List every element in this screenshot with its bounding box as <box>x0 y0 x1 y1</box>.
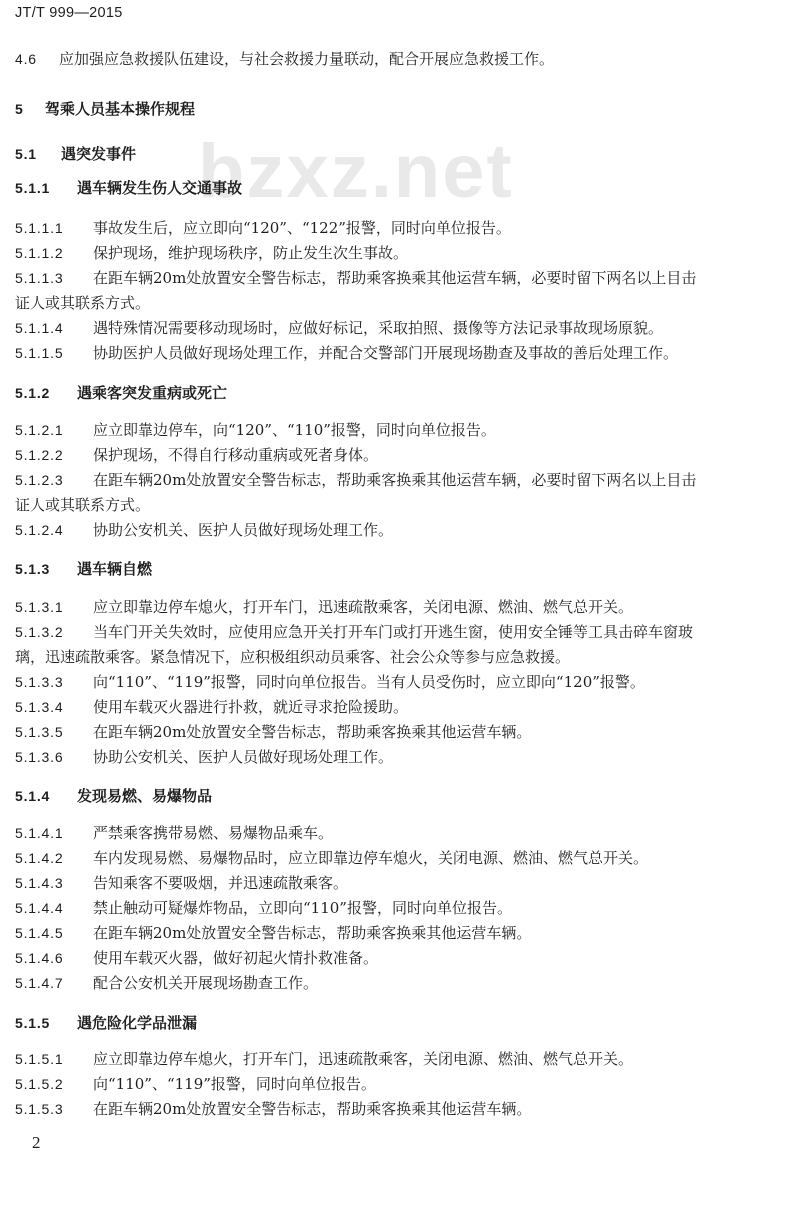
clause-number: 5.1.3.2 <box>15 624 64 640</box>
clause-text: 应立即靠边停车熄火，打开车门，迅速疏散乘客，关闭电源、燃油、燃气总开关。 <box>93 598 634 616</box>
clause-number: 5.1.3.4 <box>15 699 64 715</box>
clause-number: 5.1.1.5 <box>15 345 64 361</box>
clause-text: 配合公安机关开展现场勘查工作。 <box>93 974 319 992</box>
clause-item <box>15 1074 785 1094</box>
clause-item <box>15 697 785 717</box>
clause-text: 保护现场，维护现场秩序，防止发生次生事故。 <box>93 244 409 262</box>
clause-continuation <box>15 495 785 515</box>
clause-item <box>15 343 785 363</box>
clause-text: 协助医护人员做好现场处理工作，并配合交警部门开展现场勘查及事故的善后处理工作。 <box>93 344 679 362</box>
section-number: 5.1.2 <box>15 385 51 401</box>
section-heading-5-1-1 <box>15 178 785 198</box>
clause-number: 5.1.4.7 <box>15 975 64 991</box>
clause-text: 证人或其联系方式。 <box>15 496 151 514</box>
clause-item <box>15 672 785 692</box>
section-title: 遇车辆发生伤人交通事故 <box>77 179 243 197</box>
clause-item <box>15 898 785 918</box>
section-heading-5-1 <box>15 144 785 164</box>
clause-number: 5.1.4.5 <box>15 925 64 941</box>
clause-number: 5.1.5.2 <box>15 1076 64 1092</box>
section-number: 5.1.5 <box>15 1015 51 1031</box>
clause-item <box>15 747 785 767</box>
section-title: 遇乘客突发重病或死亡 <box>77 384 228 402</box>
section-title: 遇车辆自燃 <box>77 560 153 578</box>
clause-number: 5.1.3.3 <box>15 674 64 690</box>
clause-number: 5.1.4.4 <box>15 900 64 916</box>
clause-number: 5.1.2.3 <box>15 472 64 488</box>
clause-continuation <box>15 293 785 313</box>
clause-number: 5.1.2.4 <box>15 522 64 538</box>
section-heading-5-1-3 <box>15 559 785 579</box>
section-number: 5.1.4 <box>15 788 51 804</box>
section-number: 5 <box>15 101 24 117</box>
section-title: 驾乘人员基本操作规程 <box>45 100 196 118</box>
clause-number: 5.1.1.1 <box>15 220 64 236</box>
clause-number: 5.1.2.2 <box>15 447 64 463</box>
watermark: bzxz.net <box>198 129 514 214</box>
clause-text: 事故发生后，应立即向“120”、“122”报警，同时向单位报告。 <box>93 219 511 237</box>
clause-text: 告知乘客不要吸烟，并迅速疏散乘客。 <box>93 874 349 892</box>
clause-item <box>15 420 785 440</box>
clause-item <box>15 923 785 943</box>
clause-text: 璃，迅速疏散乘客。紧急情况下，应积极组织动员乘客、社会公众等参与应急救援。 <box>15 648 571 666</box>
clause-text: 协助公安机关、医护人员做好现场处理工作。 <box>93 521 394 539</box>
clause-text: 应立即靠边停车，向“120”、“110”报警，同时向单位报告。 <box>93 421 496 439</box>
clause-number: 5.1.2.1 <box>15 422 64 438</box>
clause-text: 使用车载灭火器，做好初起火情扑救准备。 <box>93 949 379 967</box>
clause-item <box>15 520 785 540</box>
section-number: 5.1.3 <box>15 561 51 577</box>
section-heading-5-1-4 <box>15 786 785 806</box>
clause-text: 在距车辆20m处放置安全警告标志，帮助乘客换乘其他运营车辆，必要时留下两名以上目击 <box>93 269 697 287</box>
clause-text: 使用车载灭火器进行扑救，就近寻求抢险援助。 <box>93 698 409 716</box>
clause-text: 当车门开关失效时，应使用应急开关打开车门或打开逃生窗，使用安全锤等工具击碎车窗玻 <box>93 623 694 641</box>
clause-4-6 <box>15 49 785 69</box>
clause-number: 5.1.1.4 <box>15 320 64 336</box>
clause-text: 应立即靠边停车熄火，打开车门，迅速疏散乘客，关闭电源、燃油、燃气总开关。 <box>93 1050 634 1068</box>
clause-text: 应加强应急救援队伍建设，与社会救援力量联动，配合开展应急救援工作。 <box>59 50 555 68</box>
clause-item <box>15 268 785 288</box>
clause-text: 向“110”、“119”报警，同时向单位报告。当有人员受伤时，应立即向“120”报警。 <box>93 673 645 691</box>
clause-text: 遇特殊情况需要移动现场时，应做好标记，采取拍照、摄像等方法记录事故现场原貌。 <box>93 319 664 337</box>
page-number: 2 <box>32 1133 41 1152</box>
clause-number: 5.1.4.6 <box>15 950 64 966</box>
clause-number: 5.1.4.3 <box>15 875 64 891</box>
clause-text: 证人或其联系方式。 <box>15 294 151 312</box>
clause-continuation <box>15 647 785 667</box>
clause-number: 4.6 <box>15 51 37 67</box>
clause-item <box>15 243 785 263</box>
clause-text: 在距车辆20m处放置安全警告标志，帮助乘客换乘其他运营车辆。 <box>93 1100 532 1118</box>
clause-item <box>15 1049 785 1069</box>
section-title: 遇危险化学品泄漏 <box>77 1014 198 1032</box>
clause-number: 5.1.3.1 <box>15 599 64 615</box>
section-heading-5 <box>15 99 785 119</box>
section-title: 发现易燃、易爆物品 <box>77 787 213 805</box>
clause-text: 在距车辆20m处放置安全警告标志，帮助乘客换乘其他运营车辆。 <box>93 723 532 741</box>
section-heading-5-1-5 <box>15 1013 785 1033</box>
clause-number: 5.1.4.2 <box>15 850 64 866</box>
clause-item <box>15 873 785 893</box>
clause-number: 5.1.3.6 <box>15 749 64 765</box>
section-number: 5.1 <box>15 146 37 162</box>
clause-item <box>15 218 785 238</box>
clause-number: 5.1.5.1 <box>15 1051 64 1067</box>
clause-number: 5.1.1.2 <box>15 245 64 261</box>
clause-text: 车内发现易燃、易爆物品时，应立即靠边停车熄火，关闭电源、燃油、燃气总开关。 <box>93 849 649 867</box>
clause-number: 5.1.5.3 <box>15 1101 64 1117</box>
clause-item <box>15 597 785 617</box>
clause-item <box>15 445 785 465</box>
clause-item <box>15 722 785 742</box>
clause-item <box>15 973 785 993</box>
clause-number: 5.1.3.5 <box>15 724 64 740</box>
clause-text: 协助公安机关、医护人员做好现场处理工作。 <box>93 748 394 766</box>
clause-text: 保护现场，不得自行移动重病或死者身体。 <box>93 446 379 464</box>
clause-item <box>15 848 785 868</box>
section-number: 5.1.1 <box>15 180 51 196</box>
clause-text: 向“110”、“119”报警，同时向单位报告。 <box>93 1075 376 1093</box>
clause-number: 5.1.4.1 <box>15 825 64 841</box>
clause-text: 在距车辆20m处放置安全警告标志，帮助乘客换乘其他运营车辆。 <box>93 924 532 942</box>
section-heading-5-1-2 <box>15 383 785 403</box>
clause-text: 严禁乘客携带易燃、易爆物品乘车。 <box>93 824 334 842</box>
clause-item <box>15 318 785 338</box>
clause-item <box>15 622 785 642</box>
clause-text: 禁止触动可疑爆炸物品，立即向“110”报警，同时向单位报告。 <box>93 899 512 917</box>
clause-item <box>15 823 785 843</box>
clause-text: 在距车辆20m处放置安全警告标志，帮助乘客换乘其他运营车辆，必要时留下两名以上目击 <box>93 471 697 489</box>
document-code-header: JT/T 999—2015 <box>15 5 123 21</box>
section-title: 遇突发事件 <box>61 145 137 163</box>
clause-item <box>15 1099 785 1119</box>
clause-number: 5.1.1.3 <box>15 270 64 286</box>
clause-item <box>15 470 785 490</box>
clause-item <box>15 948 785 968</box>
